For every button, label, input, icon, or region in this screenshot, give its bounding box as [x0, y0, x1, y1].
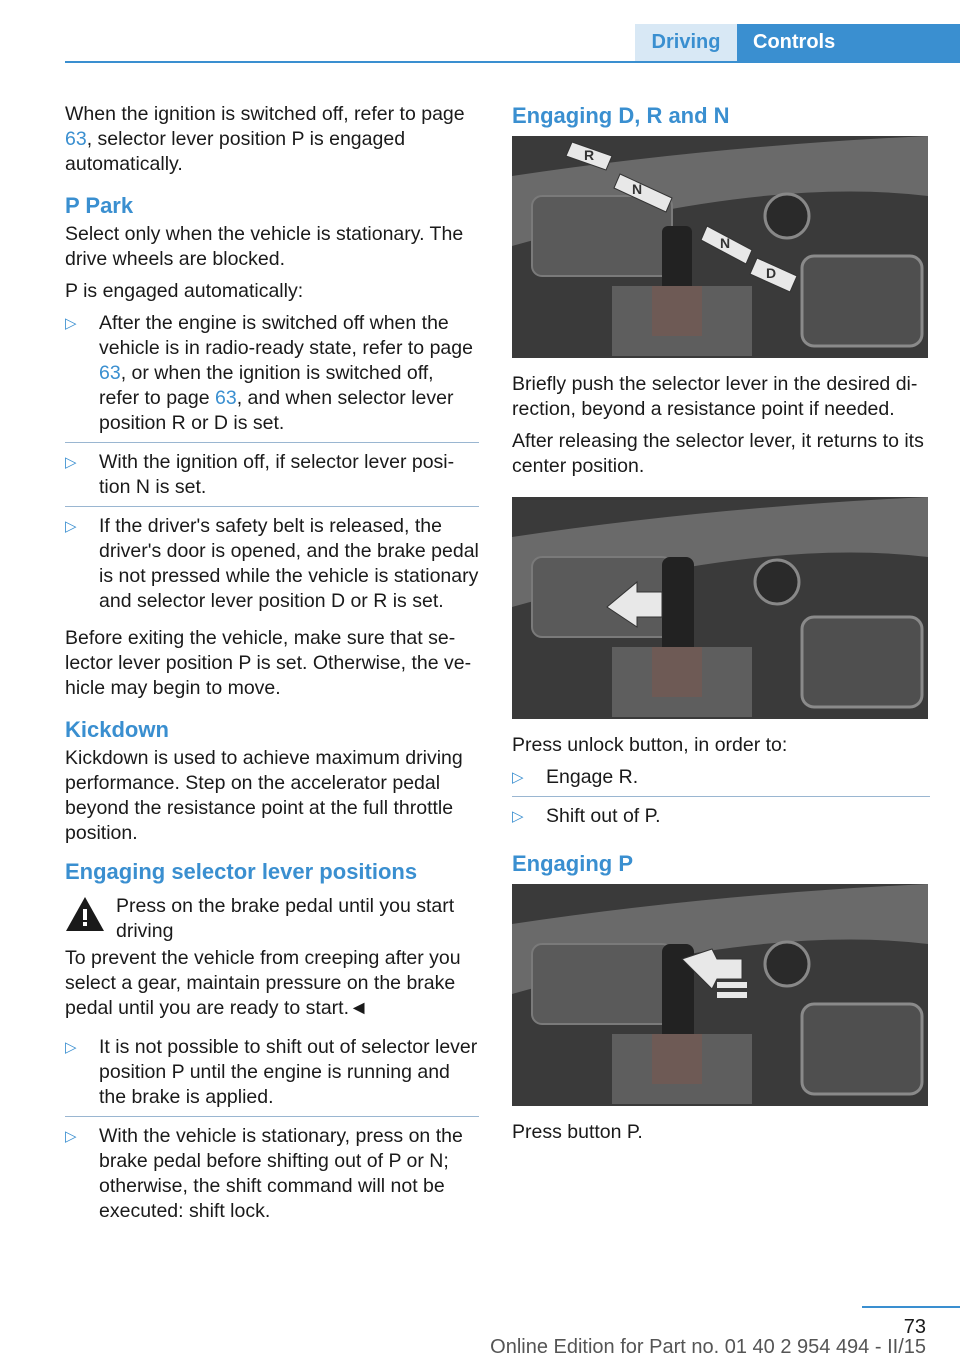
park-paragraph: Select only when the vehicle is stationary. The drive wheels are blocked. [65, 223, 464, 270]
gear-selector-drn-figure [512, 136, 928, 358]
page-number: 73 [903, 1316, 926, 1338]
unlock-list [512, 765, 930, 835]
triangle-bullet-icon: ▷ [65, 315, 77, 332]
park-heading: P Park [65, 193, 134, 218]
page-link[interactable]: 63 [99, 362, 121, 384]
park-auto-paragraph: P is engaged automatically: [65, 280, 304, 302]
triangle-bullet-icon: ▷ [512, 808, 524, 825]
gear-label-n-lower: N [720, 235, 731, 251]
footer-rule [862, 1306, 960, 1308]
list-item: ▷ Engage R. [512, 765, 930, 797]
list-item: ▷ Shift out of P. [512, 805, 661, 827]
list-item: ▷ With the vehicle is stationary, press on the brake pedal before shifting out of P or N; otherwise, the shift command will not be executed: shift lock. [65, 1125, 463, 1222]
triangle-bullet-icon: ▷ [65, 1039, 77, 1056]
engaging-heading: Engaging selector lever positions [65, 859, 418, 884]
kickdown-heading: Kickdown [65, 717, 169, 742]
warning-icon [65, 896, 105, 932]
right-column [512, 102, 930, 1152]
triangle-bullet-icon: ▷ [512, 769, 524, 786]
header-chapter-tab[interactable]: Controls [737, 24, 960, 61]
gear-label-r: R [584, 147, 595, 163]
gear-selector-p-figure [512, 884, 928, 1106]
triangle-bullet-icon: ▷ [65, 1128, 77, 1145]
engaging-list [65, 1035, 479, 1230]
list-item: ▷ It is not possible to shift out of selector lever position P until the engine is running and the brake is applied. [65, 1035, 479, 1117]
triangle-bullet-icon: ▷ [65, 518, 77, 535]
gear-label-n-upper: N [632, 181, 643, 197]
list-item: ▷ If the driver's safety belt is released, the driver's door is opened, and the brake pedal is not pressed while the vehicle is stationary and selector lever position D or R is set. [65, 515, 479, 612]
creep-paragraph: To prevent the vehicle from creeping after you select a gear, maintain pressure on the brake pedal until you are ready to start.◄ [65, 947, 461, 1019]
exit-paragraph: Before exiting the vehicle, make sure that se-lector lever position P is set. Otherwise, the ve-hicle may begin to move. [65, 627, 472, 699]
push-paragraph: Briefly push the selector lever in the desired di-rection, beyond a resistance point if needed. [512, 373, 918, 420]
gear-selector-unlock-figure [512, 497, 928, 719]
edition-note: Online Edition for Part no. 01 40 2 954 494 - II/15 [490, 1336, 926, 1358]
engaging-p-heading: Engaging P [512, 851, 633, 876]
warning-block [65, 894, 479, 944]
warning-text: Press on the brake pedal until you start driving [116, 895, 455, 942]
left-column [65, 102, 479, 1236]
drn-heading: Engaging D, R and N [512, 103, 730, 128]
list-item: ▷ After the engine is switched off when the vehicle is in radio-ready state, refer to page 63, or when the ignition is switched off, refer to page 63, and when selector lever position R or D is set. [65, 311, 479, 443]
intro-paragraph: When the ignition is switched off, refer to page 63, selector lever position P is engaged automatically. [65, 103, 465, 175]
triangle-bullet-icon: ▷ [65, 454, 77, 471]
release-paragraph: After releasing the selector lever, it returns to its center position. [512, 430, 924, 477]
park-list [65, 311, 479, 620]
header-section-tab[interactable]: Driving [635, 24, 737, 61]
gear-label-d: D [766, 265, 777, 281]
list-item: ▷ With the ignition off, if selector lever posi-tion N is set. [65, 450, 479, 507]
page-link[interactable]: 63 [215, 387, 237, 409]
kickdown-paragraph: Kickdown is used to achieve maximum driving performance. Step on the accelerator pedal beyond the resistance point at the full throttle position. [65, 747, 463, 844]
page-link[interactable]: 63 [65, 128, 87, 150]
press-p-paragraph: Press button P. [512, 1121, 643, 1143]
header-rule [65, 61, 960, 63]
unlock-paragraph: Press unlock button, in order to: [512, 734, 788, 756]
